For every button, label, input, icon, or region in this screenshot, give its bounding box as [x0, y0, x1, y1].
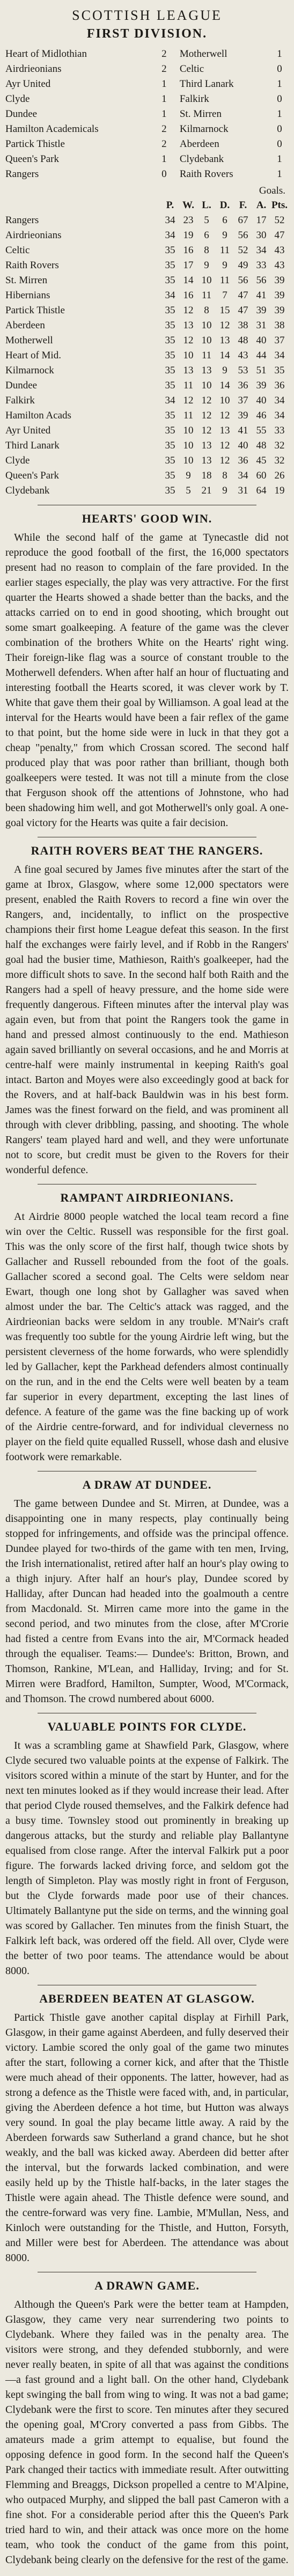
- league-stat: 15: [219, 305, 230, 316]
- league-column-header: D.: [219, 200, 230, 211]
- league-stat: 56: [256, 275, 267, 286]
- league-team: Celtic: [5, 245, 30, 256]
- league-stat: 51: [256, 365, 267, 376]
- league-stat: 13: [201, 365, 212, 376]
- league-team: Partick Thistle: [5, 305, 65, 316]
- league-stat: 46: [256, 410, 267, 421]
- league-stat: 35: [165, 410, 175, 421]
- league-stat: 31: [256, 320, 267, 331]
- league-team: Hibernians: [5, 290, 50, 301]
- league-stat: 35: [165, 455, 175, 466]
- league-stat: 26: [274, 470, 285, 481]
- newspaper-page: [5, 0, 289, 2576]
- league-stat: 38: [274, 320, 285, 331]
- result-row: [5, 122, 289, 137]
- league-stat: 37: [274, 335, 285, 346]
- league-team: Clyde: [5, 455, 30, 466]
- league-team: Aberdeen: [5, 320, 45, 331]
- league-stat: 10: [183, 440, 194, 451]
- league-row: [5, 423, 289, 438]
- away-team: Kilmarnock: [179, 123, 229, 135]
- league-stat: 52: [238, 245, 248, 256]
- league-column-header: L.: [202, 200, 211, 211]
- away-team: Celtic: [179, 63, 204, 75]
- league-stat: 39: [238, 410, 248, 421]
- league-stat: 35: [165, 275, 175, 286]
- league-stat: 34: [165, 395, 175, 406]
- league-row: [5, 408, 289, 423]
- league-stat: 37: [238, 395, 248, 406]
- league-row: [5, 318, 289, 333]
- league-stat: 16: [183, 290, 194, 301]
- league-stat: 34: [274, 395, 285, 406]
- away-score: 0: [277, 63, 282, 75]
- away-team: Aberdeen: [179, 138, 219, 150]
- league-row: [5, 258, 289, 273]
- league-stat: 6: [222, 215, 227, 226]
- league-stat: 34: [165, 215, 175, 226]
- league-stat: 21: [201, 485, 212, 496]
- league-stat: 5: [186, 485, 191, 496]
- league-team: Third Lanark: [5, 440, 60, 451]
- league-team: Falkirk: [5, 395, 35, 406]
- article-heading: A DRAW AT DUNDEE.: [82, 1478, 212, 1491]
- league-stat: 10: [201, 380, 212, 391]
- article-paragraph: At Airdrie 8000 people watched the local team record a fine win over the Celtic. Russell was responsible for the first goal. This was the only score of the first half, though twice shots by Gallacher and Russell rebounded from the foot of the goals. Gallacher scored a second goal. The Celts were seldom near Ewart, though one long shot by Gallagher was saved when almost under the bar. The Celtic's attack was ragged, and the Airdrieonian backs were seldom in any trouble. M'Nair's craft was frequently too subtle for the young Airdrie left wing, but the persistent cleverness of the home forwards, who were splendidly led by Gallacher, kept the Parkhead defenders almost continually on the run, and in the end the Celts were well beaten by a team far superior in every department, excepting the last lines of defence. A feature of the game was the fine backing up of work of the Airdrie centre-forward, and for individual cleverness no player on the field quite equalled Russell, whose dash and elusive footwork were remarkable.: [5, 1211, 289, 1463]
- league-stat: 33: [274, 425, 285, 436]
- article: [5, 1713, 289, 1978]
- league-stat: 8: [204, 245, 209, 256]
- league-stat: 41: [256, 290, 267, 301]
- article-paragraph: Partick Thistle gave another capital display at Firhill Park, Glasgow, in their game against Aberdeen, and fully deserved their victory. Lambie scored the only goal of the game two minutes after the start, following a corner kick, and after that the Thistle were much ahead of their opponents. The latter, however, had as strong a defence as the Thistle were faced with, and, in particular, giving the Aberdeen defence a hot time, but Hutton was always very sound. In goal the play became little away. A raid by the Aberdeen forwards saw Sutherland a grand chance, but he shot weakly, and the ball was kicked away. Aberdeen did better after the interval, but the forwards lacked combination, and were easily held up by the Thistle half-backs, in the later stages the Thistle were again ahead. The Thistle defence were sound, and the centre-forward was very fine. Lambie, M'Mullan, Ness, and Kinloch were outstanding for the Thistle, and Hutton, Forsyth, and Miller were best for Aberdeen. The attendance was about 8000.: [5, 2012, 289, 2264]
- league-stat: 10: [183, 425, 194, 436]
- league-stat: 13: [183, 320, 194, 331]
- results-body: [5, 47, 289, 182]
- league-stat: 16: [183, 245, 194, 256]
- league-stat: 9: [222, 230, 227, 241]
- league-stat: 10: [183, 455, 194, 466]
- league-stat: 14: [219, 350, 230, 361]
- league-row: [5, 273, 289, 288]
- league-stat: 44: [256, 350, 267, 361]
- league-column-header: F.: [239, 200, 247, 211]
- league-stat: 35: [165, 320, 175, 331]
- league-stat: 45: [256, 455, 267, 466]
- league-stat: 12: [183, 305, 194, 316]
- away-score: 1: [277, 168, 282, 180]
- league-stat: 13: [201, 440, 212, 451]
- league-team: Airdrieonians: [5, 230, 62, 241]
- page-title: SCOTTISH LEAGUE: [72, 8, 222, 23]
- article-heading: A DRAWN GAME.: [94, 2279, 200, 2292]
- league-stat: 33: [256, 260, 267, 271]
- league-row: [5, 468, 289, 483]
- home-team: Clyde: [5, 93, 30, 105]
- home-score: 2: [161, 138, 167, 150]
- league-stat: 40: [256, 335, 267, 346]
- article-paragraph: A fine goal secured by James five minutes after the start of the game at Ibrox, Glasgow, where some 12,000 spectators were present, enabled the Raith Rovers to record a fine win over the Rangers, and, incidentally, to inflict on the prospective champions their first home League defeat this season. In the first half the exchanges were fairly level, and if Robb in the Rangers' goal had the busier time, Mathieson, Raith's goalkeeper, had the more difficult shots to save. In the second half both Raith and the Rangers had a spell of heavy pressure, and the home side were frequently dangerous. Fifteen minutes after the interval play was again even, but from that point the Rangers took the game in hand and pressed almost continuously to the end. Mathieson again saved brilliantly on several occasions, and he and Morris at centre-half were mainly instrumental in keeping Raith's goal intact. Barton and Moyes were also exceedingly good at back for the Rovers, and at half-back Bauldwin was in his best form. James was the finest forward on the field, and was prominent all through with clever dribbling, passing, and shooting. The whole Rangers' team played hard and well, and they were unfortunate not to score, but credit must be given to the Rovers for their wonderful defence.: [5, 864, 289, 1176]
- results-table: [5, 47, 289, 182]
- league-team: Motherwell: [5, 335, 53, 346]
- league-stat: 49: [238, 260, 248, 271]
- article: [5, 1985, 289, 2265]
- league-stat: 12: [201, 410, 212, 421]
- league-team: Queen's Park: [5, 470, 59, 481]
- league-stat: 34: [274, 350, 285, 361]
- league-stat: 17: [183, 260, 194, 271]
- league-stat: 41: [238, 425, 248, 436]
- article-paragraph: Although the Queen's Park were the better team at Hampden, Glasgow, they came very near surrendering two points to Clydebank. Where they failed was in the penalty area. The visitors were strong, and they defended stubbornly, and were never really beaten, in spite of all that was against the conditions—a fast ground and a light ball. On the other hand, Clydebank kept swinging the ball from wing to wing. It was not a bad game; Clydebank were the first to score. Ten minutes after they secured the opening goal, M'Crory converted a pass from Gibbs. The amateurs made a grim attempt to equalise, but found the opposing defence in good form. In the second half the Queen's Park changed their tactics with immediate result. After outwitting Flemming and Breaggs, Dickson propelled a centre to M'Alpine, who outpaced Murphy, and slipped the ball past Cameron with a fine shot. For a considerable period after this the Queen's Park tried hard to win, and their attack was once more on the home team, who took the conduct of the game from this point, Clydebank being clearly on the defensive for the rest of the game.: [5, 2299, 289, 2566]
- league-stat: 9: [222, 365, 227, 376]
- league-team: Rangers: [5, 215, 39, 226]
- home-score: 1: [161, 108, 167, 120]
- league-stat: 52: [274, 215, 285, 226]
- result-row: [5, 47, 289, 62]
- article: [5, 1184, 289, 1464]
- away-team: St. Mirren: [179, 108, 222, 120]
- league-stat: 14: [219, 380, 230, 391]
- league-stat: 10: [201, 275, 212, 286]
- league-row: [5, 288, 289, 303]
- league-stat: 39: [274, 290, 285, 301]
- league-stat: 10: [183, 350, 194, 361]
- article: [5, 837, 289, 1177]
- home-score: 1: [161, 153, 167, 165]
- league-stat: 12: [201, 395, 212, 406]
- league-row: [5, 453, 289, 468]
- league-stat: 12: [219, 410, 230, 421]
- league-stat: 30: [256, 230, 267, 241]
- result-row: [5, 77, 289, 92]
- article-paragraph: While the second half of the game at Tynecastle did not reproduce the good football of the first, the 16,000 spectators present had no reason to complain of the fare provided. In the earlier stages especially, the play was very attractive. For the first quarter the Hearts showed a shade better than the backs, and the attacks carried on to end in good shooting, which brought out some smart goalkeeping. A feature of the game was the clever combination of the brothers White on the Hearts' right wing. Their foreign-like flag was a source of constant trouble to the Motherwell defenders. When after half an hour of fluctuating and interesting football the Hearts scored, it was clever work by T. White that gave them their goal by Williamson. A goal lead at the interval for the Hearts would have been a fair reflex of the game to that point, but the home side were in luck in that they got a cheap "penalty," from which Crossan scored. The second half produced play that was poor rather than brilliant, though both goalkeepers were tested. It was not till a minute from the close that Ferguson shook off the attentions of Johnstone, who had been shadowing him well, and got Motherwell's only goal. A one-goal victory for the Hearts was quite a fair decision.: [5, 532, 289, 829]
- league-stat: 10: [219, 395, 230, 406]
- away-score: 1: [277, 153, 282, 165]
- league-stat: 40: [238, 440, 248, 451]
- league-stat: 35: [165, 425, 175, 436]
- article-paragraph: The game between Dundee and St. Mirren, at Dundee, was a disappointing one in many respects, play continually being stopped for infringements, and offside was the principal offence. Dundee played for two-thirds of the game with ten men, Irving, the Irish internationalist, retired after half an hour's play owing to a thigh injury. After half an hour's play, Dundee scored by Halliday, after Duncan had headed into the goalmouth a centre from Macdonald. St. Mirren came more into the game in the second period, and two minutes from the close, after M'Crorie had fisted a centre from Evans into the air, M'Cormack headed through the equaliser. Teams:— Dundee's: Britton, Brown, and Thomson, Rankine, M'Lean, and Halliday, Irving; and for St. Mirren were Bradford, Hamilton, Sumpter, Wood, M'Cormack, and Thomson. The crowd numbered about 6000.: [5, 1498, 289, 1705]
- article-heading: HEARTS' GOOD WIN.: [82, 512, 212, 525]
- league-stat: 39: [256, 305, 267, 316]
- league-stat: 39: [256, 380, 267, 391]
- league-stat: 35: [165, 335, 175, 346]
- league-stat: 12: [219, 455, 230, 466]
- article-paragraph: It was a scrambling game at Shawfield Park, Glasgow, where Clyde secured two valuable points at the expense of Falkirk. The visitors scored within a minute of the start by Hunter, and for the next ten minutes looked as if they would increase their lead. After that period Clyde roused themselves, and the Falkirk defence had a busy time. Townsley stood out prominently in breaking up dangerous attacks, but the sturdy and reliable play Ballantyne equalised from close range. After the interval Falkirk put a poor figure. The forwards lacked driving force, and seldom got the length of Simpleton. Play was mostly right in front of Ferguson, but the Clyde forwards made poor use of their chances. Ultimately Ballantyne put the side on terms, and the winning goal was scored by Gallacher. Ten minutes from the finish Stuart, the Falkirk left back, was ordered off the field. All over, Clyde were the better of two poor teams. The attendance would be about 8000.: [5, 1740, 289, 1977]
- league-stat: 56: [238, 230, 248, 241]
- away-score: 1: [277, 78, 282, 90]
- league-stat: 31: [238, 485, 248, 496]
- league-stat: 8: [204, 305, 209, 316]
- league-stat: 10: [201, 320, 212, 331]
- league-stat: 43: [274, 245, 285, 256]
- league-team: Hamilton Acads: [5, 410, 71, 421]
- league-stat: 38: [238, 320, 248, 331]
- article-heading: VALUABLE POINTS FOR CLYDE.: [47, 1720, 247, 1733]
- article-heading: ABERDEEN BEATEN AT GLASGOW.: [39, 1992, 255, 2005]
- home-team: Ayr United: [5, 78, 51, 90]
- league-stat: 17: [256, 215, 267, 226]
- league-stat: 13: [183, 365, 194, 376]
- league-stat: 39: [274, 275, 285, 286]
- articles: [5, 505, 289, 2567]
- league-row: [5, 228, 289, 243]
- team-column-header: [5, 198, 161, 213]
- league-header-row: [5, 198, 289, 213]
- league-stat: 32: [274, 440, 285, 451]
- league-stat: 48: [256, 440, 267, 451]
- home-team: Airdrieonians: [5, 63, 62, 75]
- league-stat: 47: [274, 230, 285, 241]
- league-stat: 13: [201, 455, 212, 466]
- home-score: 0: [161, 168, 167, 180]
- league-stat: 55: [256, 425, 267, 436]
- league-stat: 8: [222, 470, 227, 481]
- article-heading: RAITH ROVERS BEAT THE RANGERS.: [31, 844, 263, 857]
- league-stat: 36: [274, 380, 285, 391]
- league-stat: 18: [201, 470, 212, 481]
- league-stat: 43: [238, 350, 248, 361]
- home-team: Partick Thistle: [5, 138, 65, 150]
- away-team: Third Lanark: [179, 78, 234, 90]
- league-stat: 10: [201, 335, 212, 346]
- league-stat: 53: [238, 365, 248, 376]
- league-row: [5, 333, 289, 348]
- league-team: Heart of Mid.: [5, 350, 61, 361]
- result-row: [5, 137, 289, 152]
- league-column-header: W.: [182, 200, 194, 211]
- league-row: [5, 348, 289, 363]
- league-stat: 11: [201, 290, 212, 301]
- article: [5, 2272, 289, 2567]
- result-row: [5, 167, 289, 182]
- league-stat: 11: [201, 350, 212, 361]
- league-stat: 56: [238, 275, 248, 286]
- away-score: 1: [277, 48, 282, 60]
- league-stat: 11: [219, 245, 230, 256]
- home-team: Heart of Midlothian: [5, 48, 87, 60]
- result-row: [5, 152, 289, 167]
- league-stat: 35: [165, 380, 175, 391]
- result-row: [5, 107, 289, 122]
- league-row: [5, 363, 289, 378]
- league-stat: 64: [256, 485, 267, 496]
- league-stat: 36: [238, 380, 248, 391]
- league-stat: 35: [165, 365, 175, 376]
- league-stat: 47: [238, 305, 248, 316]
- league-team: Dundee: [5, 380, 38, 391]
- league-stat: 35: [165, 440, 175, 451]
- league-column-header: A.: [256, 200, 267, 211]
- result-row: [5, 62, 289, 77]
- league-stat: 39: [274, 305, 285, 316]
- home-score: 1: [161, 93, 167, 105]
- home-score: 2: [161, 123, 167, 135]
- league-row: [5, 438, 289, 453]
- league-row: [5, 303, 289, 318]
- away-score: 1: [277, 108, 282, 120]
- league-stat: 34: [165, 290, 175, 301]
- league-team: Clydebank: [5, 485, 50, 496]
- league-stat: 19: [183, 230, 194, 241]
- away-team: Clydebank: [179, 153, 224, 165]
- home-team: Hamilton Academicals: [5, 123, 99, 135]
- league-stat: 14: [183, 275, 194, 286]
- league-stat: 36: [238, 455, 248, 466]
- league-stat: 23: [183, 215, 194, 226]
- league-team: Ayr United: [5, 425, 51, 436]
- result-row: [5, 92, 289, 107]
- league-stat: 34: [165, 230, 175, 241]
- article: [5, 1471, 289, 1706]
- league-stat: 43: [274, 260, 285, 271]
- league-stat: 47: [238, 290, 248, 301]
- home-team: Rangers: [5, 168, 39, 180]
- league-stat: 34: [274, 410, 285, 421]
- league-row: [5, 213, 289, 228]
- league-stat: 11: [183, 380, 194, 391]
- away-team: Raith Rovers: [179, 168, 233, 180]
- league-stat: 5: [204, 215, 209, 226]
- home-score: 2: [161, 63, 167, 75]
- league-stat: 35: [165, 305, 175, 316]
- league-stat: 32: [274, 455, 285, 466]
- home-team: Dundee: [5, 108, 38, 120]
- league-body: [5, 213, 289, 498]
- division-title: FIRST DIVISION.: [86, 27, 208, 41]
- league-stat: 11: [219, 275, 230, 286]
- league-stat: 13: [219, 335, 230, 346]
- league-stat: 67: [238, 215, 248, 226]
- home-score: 1: [161, 78, 167, 90]
- league-stat: 12: [201, 425, 212, 436]
- away-team: Falkirk: [179, 93, 209, 105]
- home-team: Queen's Park: [5, 153, 59, 165]
- league-stat: 9: [222, 485, 227, 496]
- league-stat: 34: [256, 245, 267, 256]
- league-stat: 19: [274, 485, 285, 496]
- league-team: St. Mirren: [5, 275, 48, 286]
- league-stat: 35: [165, 260, 175, 271]
- league-row: [5, 243, 289, 258]
- league-stat: 12: [219, 440, 230, 451]
- away-team: Motherwell: [179, 48, 227, 60]
- away-score: 0: [277, 93, 282, 105]
- league-stat: 35: [165, 350, 175, 361]
- league-stat: 9: [222, 260, 227, 271]
- article: [5, 505, 289, 830]
- league-column-header: Pts.: [271, 200, 288, 211]
- league-stat: 6: [204, 230, 209, 241]
- league-stat: 12: [183, 395, 194, 406]
- league-stat: 35: [165, 470, 175, 481]
- league-row: [5, 393, 289, 408]
- goals-label: Goals.: [259, 185, 285, 196]
- league-row: [5, 378, 289, 393]
- league-stat: 35: [274, 365, 285, 376]
- league-row: [5, 483, 289, 498]
- league-stat: 34: [238, 470, 248, 481]
- league-stat: 40: [256, 395, 267, 406]
- league-table: [5, 198, 289, 498]
- league-stat: 7: [222, 290, 227, 301]
- league-stat: 13: [219, 425, 230, 436]
- league-team: Kilmarnock: [5, 365, 54, 376]
- article-heading: RAMPANT AIRDRIEONIANS.: [60, 1191, 234, 1204]
- league-team: Raith Rovers: [5, 260, 59, 271]
- league-stat: 48: [238, 335, 248, 346]
- league-stat: 9: [204, 260, 209, 271]
- away-score: 0: [277, 123, 282, 135]
- home-score: 2: [161, 48, 167, 60]
- league-stat: 12: [183, 335, 194, 346]
- league-stat: 12: [219, 320, 230, 331]
- league-stat: 11: [183, 410, 194, 421]
- away-score: 0: [277, 138, 282, 150]
- league-stat: 60: [256, 470, 267, 481]
- league-stat: 9: [186, 470, 191, 481]
- league-stat: 35: [165, 245, 175, 256]
- league-column-header: P.: [166, 200, 174, 211]
- league-stat: 35: [165, 485, 175, 496]
